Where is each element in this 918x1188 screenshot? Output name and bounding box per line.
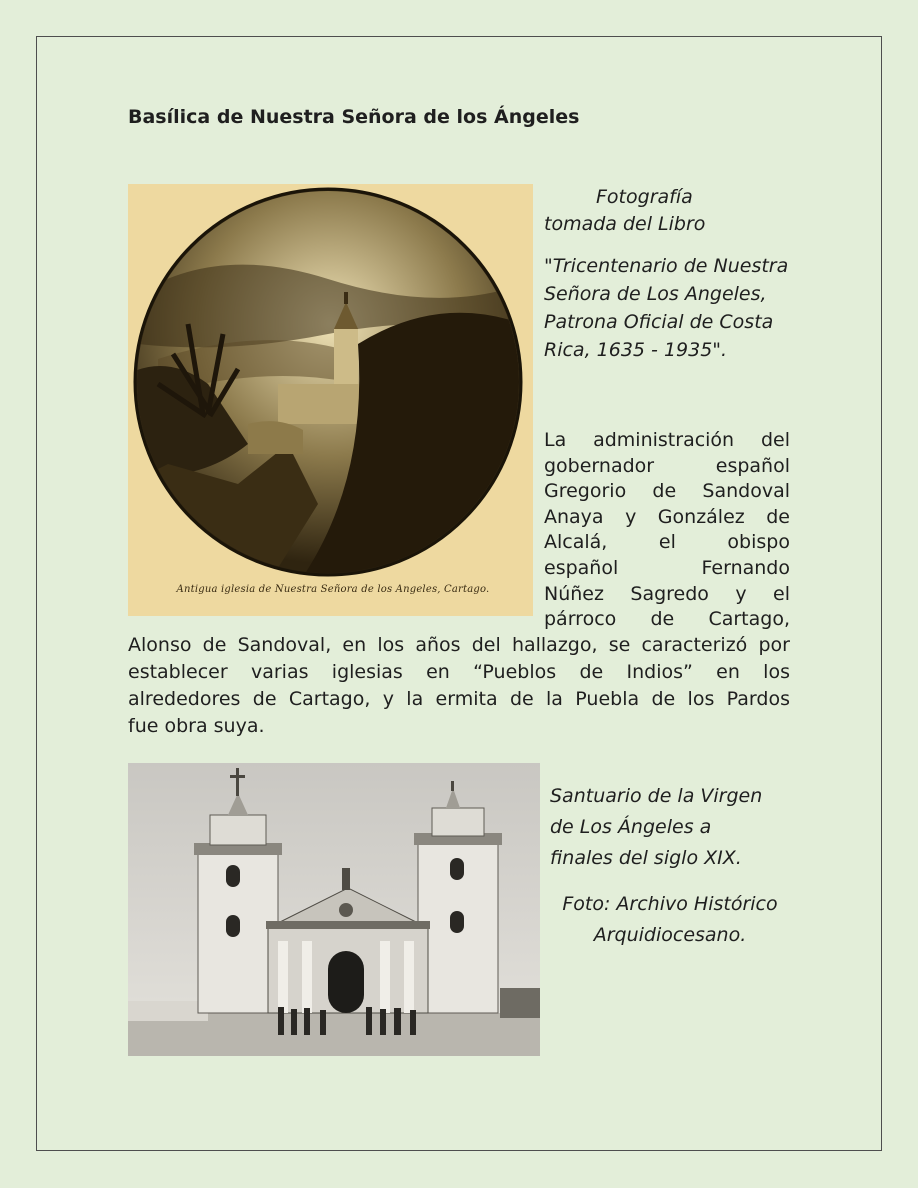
engraving-caption: Antigua iglesia de Nuestra Señora de los Angeles, Cartago. (176, 584, 490, 595)
paragraph-line: párroco de Cartago, (544, 608, 790, 631)
photo-source-line-2: tomada del Libro (544, 213, 706, 235)
page-title: Basílica de Nuestra Señora de los Ángeles (128, 106, 580, 128)
paragraph-line: alrededores de Cartago, y la ermita de la Puebla de los Pardos (128, 688, 790, 710)
paragraph-line: Núñez Sagredo y el (544, 582, 790, 605)
book-title: "Tricentenario de Nuestra Señora de Los Angeles, Patrona Oficial de Costa Rica, 1635 - 1935". (544, 255, 789, 361)
photo-credit (550, 889, 790, 951)
paragraph-line: Alcalá, el obispo (544, 531, 790, 554)
history-paragraph-top (544, 428, 790, 633)
caption-line: Santuario de la Virgen (550, 785, 763, 807)
sanctuary-photo (128, 763, 540, 1056)
paragraph-line: La administración del (544, 429, 790, 451)
photo-source-caption (544, 184, 794, 238)
caption-line: finales del siglo XIX. (550, 847, 742, 869)
credit-line: Arquidiocesano. (593, 924, 747, 946)
credit-line: Foto: Archivo Histórico (562, 893, 778, 915)
paragraph-line: fue obra suya. (128, 715, 265, 737)
paragraph-line: Gregorio de Sandoval (544, 480, 790, 503)
paragraph-line: gobernador español (544, 454, 790, 477)
sanctuary-caption (550, 781, 800, 874)
old-church-engraving-photo (128, 184, 533, 616)
photo-source-line-1: Fotografía (596, 186, 693, 208)
paragraph-line: Anaya y González de (544, 505, 790, 528)
history-paragraph-bottom (128, 632, 790, 740)
paragraph-line: Alonso de Sandoval, en los años del hallazgo, se caracterizó por (128, 634, 790, 656)
paragraph-line: establecer varias iglesias en “Pueblos de Indios” en los (128, 661, 790, 683)
paragraph-line: español Fernando (544, 556, 790, 579)
caption-line: de Los Ángeles a (550, 816, 712, 838)
